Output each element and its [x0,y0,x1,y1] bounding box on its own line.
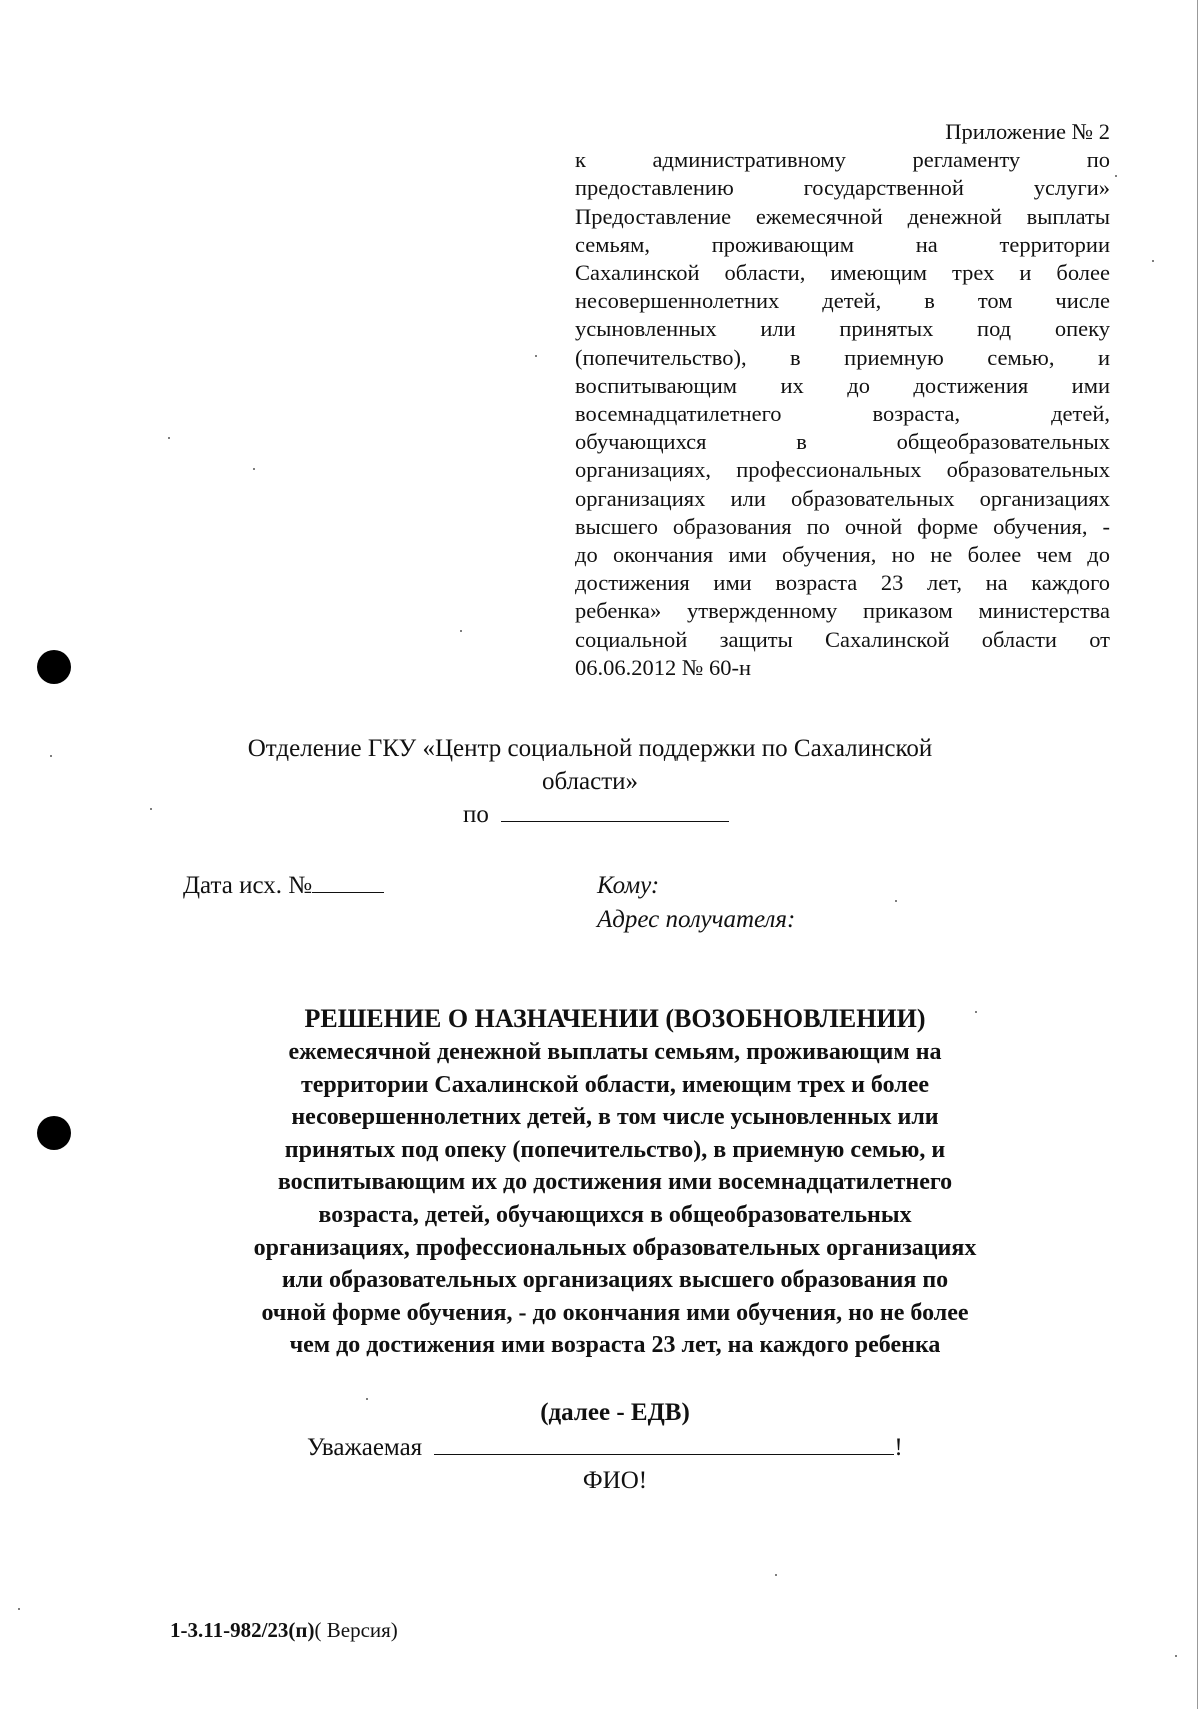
appendix-line: обучающихся в общеобразовательных [575,429,1110,455]
addressee-address-label: Адрес получателя: [597,906,796,933]
punch-hole [37,1116,71,1150]
scan-speck [975,1011,977,1013]
district-blank [501,799,729,822]
department-district-line [463,798,729,831]
department-name-cont: области» [541,768,639,795]
scan-speck [1175,1655,1177,1657]
scan-speck [253,468,255,470]
appendix-line: социальной защиты Сахалинской области от [575,626,1110,652]
appendix-line: семьям, проживающим на территории [575,231,1110,257]
scan-edge [1197,0,1198,1709]
decision-heading [140,1002,1090,1362]
scan-speck [1115,175,1117,177]
decision-line: или образовательных организациях высшего образования по [281,1267,949,1294]
greeting-label: Уважаемая [307,1434,423,1461]
appendix-line: воспитывающим их до достижения ими [575,372,1110,398]
decision-line: очной форме обучения, - до окончания ими обучения, но не более [261,1299,969,1326]
short-name-label: (далее - ЕДВ) [540,1399,690,1426]
appendix-line: достижения ими возраста 23 лет, на каждого [575,570,1110,596]
greeting-line [307,1431,903,1464]
appendix-line: несовершеннолетних детей, в том числе [575,288,1110,314]
document-version: ( Версия) [314,1618,398,1642]
appendix-title: Приложение № 2 [945,119,1110,144]
decision-line: принятых под опеку (попечительство), в приемную семью, и [284,1136,946,1163]
document-footer [170,1616,398,1644]
appendix-line: к административному регламенту по [575,147,1110,173]
document-code: 1-3.11-982/23(п) [170,1618,315,1642]
outgoing-number-blank [312,870,384,893]
appendix-line: Сахалинской области, имеющим трех и более [575,260,1110,286]
department-header [140,732,1040,798]
scan-speck [50,755,52,757]
appendix-line: Предоставление ежемесячной денежной выплаты [575,203,1110,229]
scan-speck [168,437,170,439]
decision-line: организациях, профессиональных образовательных организациях [253,1234,977,1261]
outgoing-number-label: Дата исх. № [183,872,313,899]
scan-speck [366,1398,368,1400]
scan-speck [150,808,152,810]
decision-title: РЕШЕНИЕ О НАЗНАЧЕНИИ (ВОЗОБНОВЛЕНИИ) [304,1004,926,1033]
addressee-block [597,869,795,937]
punch-hole [37,650,71,684]
appendix-line: предоставлению государственной услуги» [575,175,1110,201]
appendix-line: ребенка» утвержденному приказом министерства [575,598,1110,624]
recipient-name-blank [434,1432,894,1455]
appendix-line: 06.06.2012 № 60-н [575,654,752,680]
decision-line: ежемесячной денежной выплаты семьям, проживающим на [288,1039,942,1065]
greeting-end-mark: ! [894,1434,903,1461]
appendix-line: восемнадцатилетнего возраста, детей, [575,401,1110,427]
department-name: Отделение ГКУ «Центр социальной поддержки по Сахалинской [247,735,933,762]
decision-line: территории Сахалинской области, имеющим трех и более [300,1071,930,1098]
decision-line: воспитывающим их до достижения ими восемнадцатилетнего [277,1169,953,1196]
scan-speck [18,1608,20,1610]
addressee-to-label: Кому: [597,872,660,899]
decision-line: возраста, детей, обучающихся в общеобразовательных [318,1201,912,1228]
appendix-line: организациях или образовательных организациях [575,485,1110,511]
decision-subject [140,1036,1090,1362]
appendix-text [575,146,1110,682]
appendix-line: высшего образования по очной форме обучения, - [575,513,1110,539]
appendix-line: организациях, профессиональных образовательных [575,457,1110,483]
scan-speck [895,900,897,902]
decision-line: чем до достижения ими возраста 23 лет, на каждого ребенка [289,1332,941,1359]
decision-line: несовершеннолетних детей, в том числе усыновленных или [291,1104,939,1131]
appendix-line: до окончания ими обучения, но не более чем до [575,542,1110,568]
appendix-line: усыновленных или принятых под опеку [575,316,1110,342]
scan-speck [535,355,537,357]
outgoing-number-row [183,869,384,902]
appendix-line: (попечительство), в приемную семью, и [575,344,1110,370]
scan-speck [1152,260,1154,262]
fio-caption: ФИО! [582,1467,648,1494]
scan-speck [460,630,462,632]
scan-speck [775,1574,777,1576]
district-label: по [463,801,489,828]
appendix-block [575,118,1110,682]
